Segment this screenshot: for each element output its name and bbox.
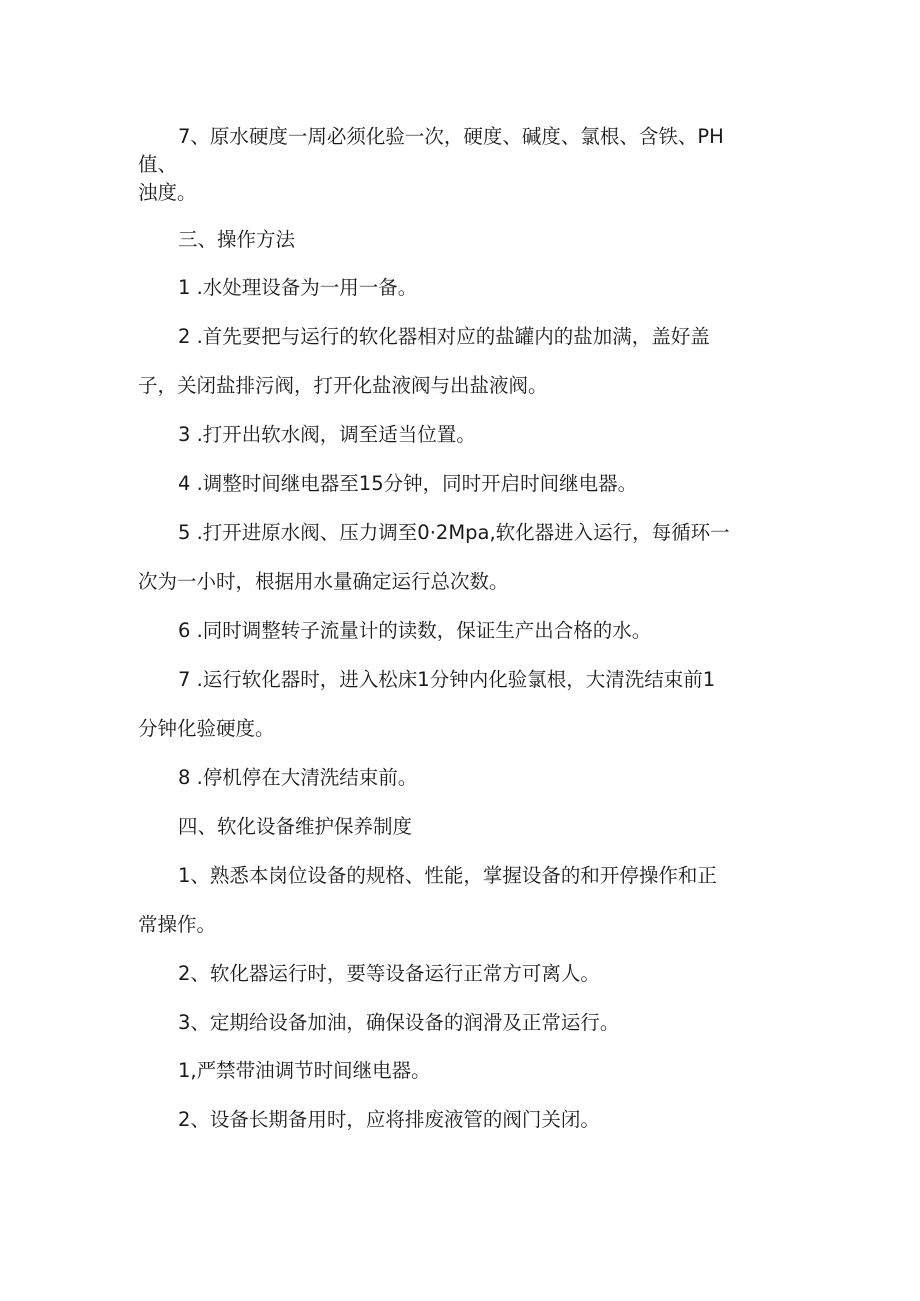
section-heading: 三、操作方法 — [178, 228, 296, 251]
paragraph-line: 1、熟悉本岗位设备的规格、性能，掌握设备的和开停操作和正 — [178, 864, 717, 887]
paragraph-line: 6 .同时调整转子流量计的读数，保证生产出合格的水。 — [178, 619, 652, 642]
paragraph-line: 2、设备长期备用时，应将排废液管的阀门关闭。 — [178, 1108, 600, 1131]
paragraph-line: 2 .首先要把与运行的软化器相对应的盐罐内的盐加满，盖好盖 — [178, 325, 710, 348]
paragraph-line: 7、原水硬度一周必须化验一次，硬度、碱度、氯根、含铁、PH — [178, 125, 724, 148]
paragraph-line: 1 .水处理设备为一用一备。 — [178, 276, 418, 299]
paragraph-line: 次为一小时，根据用水量确定运行总次数。 — [138, 570, 509, 593]
paragraph-line: 5 .打开进原水阀、压力调至0·2Mpa,软化器进入运行，每循环一 — [178, 521, 730, 544]
paragraph-line: 子，关闭盐排污阀，打开化盐液阀与出盐液阀。 — [138, 374, 548, 397]
paragraph-line: 分钟化验硬度。 — [138, 717, 275, 740]
paragraph-line: 8 .停机停在大清洗结束前。 — [178, 766, 418, 789]
paragraph-line: 7 .运行软化器时，进入松床1分钟内化验氯根，大清洗结束前1 — [178, 668, 716, 691]
paragraph-line: 3 .打开出软水阀，调至适当位置。 — [178, 423, 476, 446]
paragraph-line: 3、定期给设备加油，确保设备的润滑及正常运行。 — [178, 1011, 620, 1034]
paragraph-line: 4 .调整时间继电器至15分钟，同时开启时间继电器。 — [178, 472, 638, 495]
section-heading: 四、软化设备维护保养制度 — [178, 815, 413, 838]
paragraph-line: 常操作。 — [138, 913, 217, 936]
paragraph-line: 2、软化器运行时，要等设备运行正常方可离人。 — [178, 962, 600, 985]
paragraph-line: 浊度。 — [138, 181, 197, 204]
paragraph-line: 1,严禁带油调节时间继电器。 — [178, 1059, 431, 1082]
paragraph-line: 值、 — [138, 153, 178, 176]
